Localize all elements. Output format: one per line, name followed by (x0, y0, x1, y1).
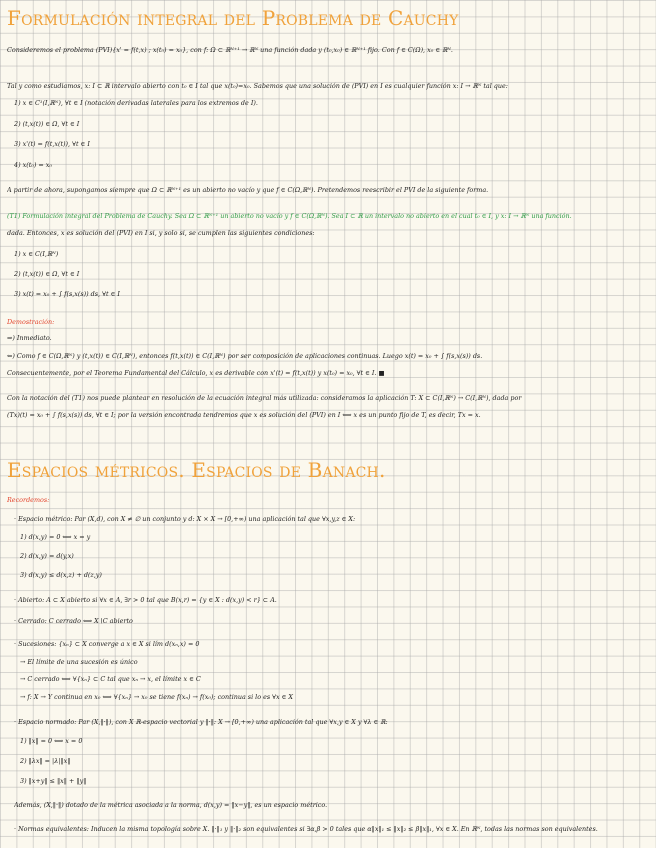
text-line: → C cerrado ⟺ ∀{xₙ} ⊂ C tal que xₙ → x, el límite x ∈ C (20, 675, 201, 683)
text-line: A partir de ahora, supongamos siempre que Ω ⊂ ℝᴺ⁺¹ es un abierto no vacío y que f ∈ C(Ω,ℝᴺ). Pretendemos reescribir el PVI de la siguiente forma. (7, 186, 489, 194)
definition-line: · Cerrado: C cerrado ⟺ X∖C abierto (14, 617, 133, 625)
text-line: 3) d(x,y) ≤ d(x,z) + d(z,y) (20, 571, 102, 579)
text-line: 3) ‖x+y‖ ≤ ‖x‖ + ‖y‖ (20, 777, 87, 785)
recall-heading: Recordemos: (7, 496, 50, 504)
text-line: Consecuentemente, por el Teorema Fundamental del Cálculo, x es derivable con x'(t) = f(t,x(t)) y x(t₀) = x₀, ∀t ∈ I. ■ (7, 369, 385, 377)
definition-line: · Espacio métrico: Par (X,d), con X ≠ ∅ un conjunto y d: X × X → [0,+∞) una aplicación tal que ∀x,y,z ∈ X: (14, 515, 356, 523)
text-line: → f: X → Y continua en x₀ ⟺ ∀{xₙ} → x₀ se tiene f(xₙ) → f(x₀); continua si lo es ∀x ∈ X (20, 693, 293, 701)
definition-line: · Sucesiones: {xₙ} ⊂ X converge a x ∈ X si lím d(xₙ,x) = 0 (14, 640, 200, 648)
text-line: 4) x(t₀) = x₀ (14, 161, 52, 169)
text-line: 1) d(x,y) = 0 ⟺ x = y (20, 533, 91, 541)
text-line: 2) d(x,y) = d(y,x) (20, 552, 74, 560)
text-line: 3) x'(t) = f(t,x(t)), ∀t ∈ I (14, 140, 90, 148)
definition-line: · Espacio normado: Par (X,‖·‖), con X ℝ-espacio vectorial y ‖·‖: X → [0,+∞) una aplicación tal que ∀x,y ∈ X y ∀λ ∈ ℝ: (14, 718, 388, 726)
text-line: 3) x(t) = x₀ + ∫ f(s,x(s)) ds, ∀t ∈ I (14, 290, 120, 298)
definition-line: · Normas equivalentes: Inducen la misma topología sobre X. ‖·‖₁ y ‖·‖₂ son equivalentes si ∃α,β > 0 tales que α‖x‖₁ ≤ ‖x‖₂ ≤ β‖x‖₁, ∀x ∈ X. En ℝᴺ, todas las normas son equivalentes. (14, 825, 598, 833)
text-line: ⇒) Inmediato. (7, 334, 52, 342)
text-line: dada. Entonces, x es solución del (PVI) en I si, y solo si, se cumplen las siguientes condiciones: (7, 229, 315, 237)
theorem-line: (T1) Formulación integral del Problema de Cauchy. Sea Ω ⊂ ℝᴺ⁺¹ un abierto no vacío y f ∈ C(Ω,ℝᴺ). Sea I ⊂ ℝ un intervalo no abierto en el cual t₀ ∈ I, y x: I → ℝᴺ una función. (7, 212, 572, 220)
section2-title: Espacios métricos. Espacios de Banach. (7, 458, 386, 482)
text-line: (Tx)(t) = x₀ + ∫ f(s,x(s)) ds, ∀t ∈ I; por la versión encontrada tendremos que x es solución del (PVI) en I ⟺ x es un punto fijo de T, es decir, Tx = x. (7, 411, 481, 419)
text-line: 2) (t,x(t)) ∈ Ω, ∀t ∈ I (14, 270, 80, 278)
text-line: Consideremos el problema (PVI){x' = f(t,x) ; x(t₀) = x₀}, con f: Ω ⊂ ℝᴺ⁺¹ → ℝᴺ una función dada y (t₀,x₀) ∈ ℝᴺ⁺¹ fijo. Con f ∈ C(Ω), x₀ ∈ ℝᴺ. (7, 46, 453, 54)
text-line: ⇐) Como f ∈ C(Ω,ℝᴺ) y (t,x(t)) ∈ C(I,ℝᴺ), entonces f(t,x(t)) ∈ C(I,ℝᴺ) por ser composición de aplicaciones continuas. Luego x(t) = x₀ + ∫ f(s,x(s)) ds. (7, 352, 483, 360)
section1-title: Formulación integral del Problema de Cauchy (7, 6, 459, 30)
text-line: → El límite de una sucesión es único (20, 658, 138, 666)
definition-line: · Abierto: A ⊂ X abierto si ∀x ∈ A, ∃r > 0 tal que B(x,r) = {y ∈ X : d(x,y) < r} ⊂ A. (14, 596, 277, 604)
proof-heading: Demostración: (7, 318, 55, 326)
text-line: Además, (X,‖·‖) dotado de la métrica asociada a la norma, d(x,y) = ‖x−y‖, es un espacio métrico. (14, 801, 328, 809)
text-line: Tal y como estudiamos, x: I ⊂ ℝ intervalo abierto con t₀ ∈ I tal que x(t₀)=x₀. Sabemos que una solución de (PVI) en I es cualquier función x: I → ℝᴺ tal que: (7, 82, 508, 90)
text-line: 2) ‖λx‖ = |λ|‖x‖ (20, 757, 71, 765)
text-line: 2) (t,x(t)) ∈ Ω, ∀t ∈ I (14, 120, 80, 128)
text-line: 1) x ∈ C(I,ℝᴺ) (14, 250, 59, 258)
text-line: 1) x ∈ C¹(I,ℝᴺ), ∀t ∈ I (notación derivadas laterales para los extremos de I). (14, 99, 258, 107)
text-line: 1) ‖x‖ = 0 ⟺ x = 0 (20, 737, 83, 745)
text-line: Con la notación del (T1) nos puede plantear en resolución de la ecuación integral más utilizada: consideramos la aplicación T: X ⊂ C(I,ℝᴺ) → C(I,ℝᴺ), dada por (7, 394, 522, 402)
